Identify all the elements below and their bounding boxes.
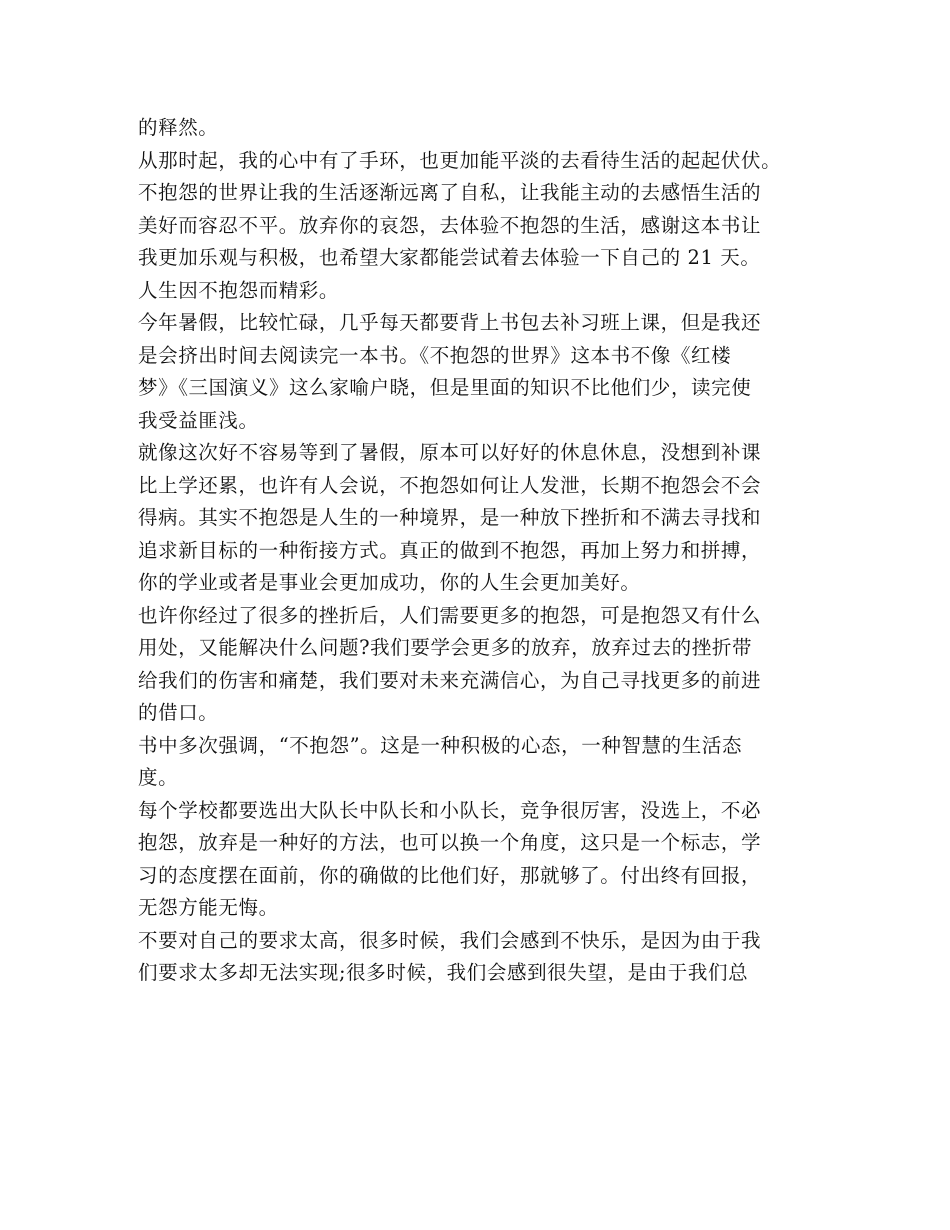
text-line: 每个学校都要选出大队长中队长和小队长，竞争很厉害，没选上，不必 <box>138 798 762 822</box>
text-line: 的释然。 <box>138 116 219 139</box>
text-line: 从那时起，我的心中有了手环，也更加能平淡的去看待生活的起起伏伏。 <box>138 148 782 172</box>
text-line: 用处，又能解决什么问题?我们要学会更多的放弃，放弃过去的挫折带 <box>138 636 753 659</box>
text-line: 书中多次强调，“不抱怨”。这是一种积极的心态，一种智慧的生活态 <box>138 733 743 757</box>
text-line: 追求新目标的一种衔接方式。真正的做到不抱怨，再加上努力和拼搏， <box>138 538 762 562</box>
text-line: 人生因不抱怨而精彩。 <box>138 278 340 302</box>
text-line: 习的态度摆在面前，你的确做的比他们好，那就够了。付出终有回报， <box>138 863 762 887</box>
text-line: 梦》《三国演义》这么家喻户晓，但是里面的知识不比他们少，读完使 <box>138 376 752 399</box>
text-line: 得病。其实不抱怨是人生的一种境界，是一种放下挫折和不满去寻找和 <box>138 506 762 529</box>
text-line: 就像这次好不容易等到了暑假，原本可以好好的休息休息，没想到补课 <box>138 441 762 464</box>
text-line: 比上学还累，也许有人会说，不抱怨如何让人发泄，长期不抱怨会不会 <box>138 473 762 497</box>
text-line: 的借口。 <box>138 701 219 724</box>
text-line: 你的学业或者是事业会更加成功，你的人生会更加美好。 <box>138 571 641 594</box>
document-body <box>138 112 828 990</box>
text-line: 给我们的伤害和痛楚，我们要对未来充满信心，为自己寻找更多的前进 <box>138 668 762 692</box>
text-line: 不抱怨的世界让我的生活逐渐远离了自私，让我能主动的去感悟生活的 <box>138 181 762 204</box>
text-line: 也许你经过了很多的挫折后，人们需要更多的抱怨，可是抱怨又有什么 <box>138 603 762 627</box>
text-line: 不要对自己的要求太高，很多时候，我们会感到不快乐，是因为由于我 <box>138 928 762 952</box>
text-line: 我受益匪浅。 <box>138 408 259 432</box>
text-line: 今年暑假，比较忙碌，几乎每天都要背上书包去补习班上课，但是我还 <box>138 311 762 334</box>
text-line: 是会挤出时间去阅读完一本书。《不抱怨的世界》这本书不像《红楼 <box>138 343 732 367</box>
text-line: 无怨方能无悔。 <box>138 896 279 919</box>
text-line: 度。 <box>138 766 179 789</box>
text-line: 美好而容忍不平。放弃你的哀怨，去体验不抱怨的生活，感谢这本书让 <box>138 213 762 237</box>
text-line: 我更加乐观与积极，也希望大家都能尝试着去体验一下自己的 21 天。 <box>138 246 761 269</box>
text-line: 们要求太多却无法实现;很多时候，我们会感到很失望，是由于我们总 <box>138 961 749 984</box>
text-line: 抱怨，放弃是一种好的方法，也可以换一个角度，这只是一个标志，学 <box>138 831 762 854</box>
